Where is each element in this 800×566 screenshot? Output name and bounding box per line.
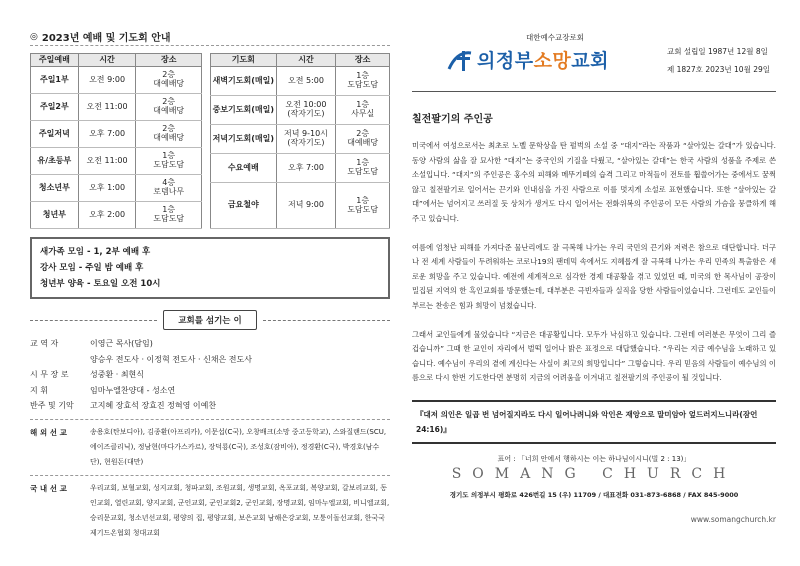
- founded-date: 교회 설립일 1987년 12월 8일: [666, 47, 768, 56]
- row-name: 청소년부: [31, 175, 79, 202]
- row-place: 1층 도담도담: [336, 67, 390, 96]
- cross-logo-icon: [447, 47, 473, 73]
- right-panel: [412, 30, 776, 550]
- prayer-table: [210, 53, 390, 229]
- row-time: 저녁 9:00: [276, 183, 336, 229]
- col-header: 기도회: [211, 54, 277, 67]
- row-time: 오전 11:00: [78, 94, 136, 121]
- row-name: 주일2부: [31, 94, 79, 121]
- staff-row: 시 무 장 로 성중환 · 최현식: [30, 370, 144, 379]
- column-paragraph: 미국에서 여성으로서는 최초로 노벨 문학상을 탄 펄벅의 소설 중 “대지”라는 작품과 “살아있는 갈대”가 있습니다. 동양 사람의 삶을 잘 묘사한 “대지”는 중국인의 기질을 다뤘고, “살아있는 갈대”는 한국 사람의 성품을 주제로 쓴 소설입니다. “대지”의 주인공은 홍수의 피해와 메뚜기떼의 습격 그리고 마적들이 전토를 휩쓸어가는 중에서도 꿈쩍 않고 칠전팔기로 일어서는 끈기와 인내심을 가진 사람으로 이를 멋지게 소설로 표현했습니다. 또한 “살아있는 갈대”에서는 넘어지고 쓰러질 듯 상처가 생겨도 다시 일어서는 전화위복의 주인공이 모든 사람의 가슴을 뭉클하게 해주고 있습니다.: [412, 141, 776, 223]
- worship-table: [30, 53, 202, 229]
- row-place: 1층 도담도담: [136, 148, 202, 175]
- mission-row: 해 외 선 교 송용호(탄보디아), 김종환(아프리카), 이문섭(C국), 오창배크(소망 중고등학교), 스와질랜드(SCU, 에이즈클리닉), 정남현(마다가스카르), 장덕룡(C국), 조성호(잠비아), 정경환(C국), 박경호(남수단), 현원돈(대만): [30, 427, 387, 466]
- logo-accent: 소망: [533, 50, 572, 72]
- row-time: 오전 11:00: [78, 148, 136, 175]
- column-paragraph: 여름에 엄청난 피해를 가져다준 물난리에도 잘 극복해 나가는 우리 국민의 끈기와 저력은 참으로 대단합니다. 더구나 전 세계 사람들이 두려워하는 코로나19의 팬데믹 속에서도 지혜롭게 잘 극복해 나가는 우리 민족의 특출함은 새로운 희망을 주고 있습니다. 예전에 세계적으로 심각한 경제 대공황을 겪고 있었던 때, 미국의 한 목사님이 공장이 밀집된 지역의 한 흑인교회를 방문했는데, 대부분은 극빈자들과 실직을 당한 사람들이었습니다. 그런데도 교인들이 부르는 찬송은 힘과 희망이 넘쳤습니다.: [412, 242, 776, 310]
- schedule-row: [31, 121, 202, 148]
- bulletin-header: [412, 30, 776, 92]
- row-place: 2층 대예배당: [136, 67, 202, 94]
- scripture-quote: 『대저 의인은 일곱 번 넘어질지라도 다시 일어나려니와 악인은 재앙으로 말미암아 엎드러지느니라(잠언24:16)』: [412, 400, 776, 444]
- staff-title: 교회를 섬기는 이: [163, 310, 256, 330]
- schedule-row: [211, 183, 390, 229]
- row-name: 새벽기도회(매일): [211, 67, 277, 96]
- col-header: 시간: [78, 54, 136, 67]
- note-item: 새가족 모임 - 1, 2부 예배 후: [40, 247, 151, 257]
- denomination: 대한예수교장로회: [526, 33, 584, 42]
- row-time: 오후 2:00: [78, 202, 136, 229]
- schedule-row: [211, 67, 390, 96]
- schedule-row: [211, 125, 390, 154]
- row-place: 1층 도담도담: [336, 183, 390, 229]
- schedule-row: [31, 67, 202, 94]
- mission-row: 국 내 선 교 우리교회, 보혈교회, 성지교회, 청파교회, 조원교회, 생명교회, 옥포교회, 복양교회, 갈보리교회, 동인교회, 열린교회, 양지교회, 군인교회, 군인교회2, 군인교회, 장명교회, 임마누엘교회, 비니엘교회, 승리문교회, 청소년선교회, 평양의 집, 평양교회, 보은교회 남해은강교회, 모퉁이돌선교회, 한국국제기드온협회 청대교회: [30, 483, 390, 537]
- schedule-row: [31, 148, 202, 175]
- col-header: 주일예배: [31, 54, 79, 67]
- website-url: www.somangchurch.kr: [690, 514, 776, 524]
- schedule-row: [31, 94, 202, 121]
- logo-text: 의정부: [477, 50, 534, 72]
- staff-row: 반주 및 기악 고지혜 장효석 장효진 정혀영 이예찬: [30, 401, 217, 410]
- motto: 표어 : 「너희 안에서 행하시는 이는 하나님이시니(빌 2 : 13)」: [497, 454, 691, 463]
- schedule-row: [211, 96, 390, 125]
- row-name: 유/초등부: [31, 148, 79, 175]
- address: 경기도 의정부시 평화로 426번길 15 (우) 11709 / 대표전화 031-873-6868 / FAX 845-9000: [449, 490, 739, 499]
- staff-row: 지 휘 임마누엘찬양대 - 성소연: [30, 385, 176, 395]
- staff-header: [30, 310, 390, 330]
- header-info: [667, 43, 770, 79]
- row-name: 중보기도회(매일): [211, 96, 277, 125]
- col-header: 장소: [136, 54, 202, 67]
- row-name: 주일1부: [31, 67, 79, 94]
- row-place: 1층 도담도담: [136, 202, 202, 229]
- bullet-icon: ◎: [30, 31, 38, 42]
- staff-section: [30, 310, 390, 541]
- staff-row: 양승우 전도사 · 이정혁 전도사 · 신채은 전도사: [90, 354, 252, 364]
- row-time: 저녁 9-10시 (작자기도): [276, 125, 336, 154]
- row-place: 2층 대예배당: [136, 94, 202, 121]
- row-place: 2층 대예배당: [336, 125, 390, 154]
- schedule-row: [31, 202, 202, 229]
- schedule-title: ◎ 2023년 예배 및 기도회 안내: [30, 30, 390, 46]
- row-time: 오후 7:00: [78, 121, 136, 148]
- notes-box: [30, 237, 390, 299]
- row-name: 청년부: [31, 202, 79, 229]
- staff-list: [30, 336, 390, 414]
- staff-row: 교 역 자 이영근 목사(담임): [30, 339, 153, 348]
- row-time: 오전 10:00 (작자기도): [276, 96, 336, 125]
- logo-text-end: 교회: [571, 50, 609, 72]
- note-item: 강사 모임 - 주일 밤 예배 후: [40, 263, 144, 273]
- row-place: 1층 도담도담: [336, 154, 390, 183]
- church-logo: [447, 46, 609, 73]
- row-place: 4층 로뎀나무: [136, 175, 202, 202]
- row-time: 오전 5:00: [276, 67, 336, 96]
- col-header: 시간: [276, 54, 336, 67]
- column-paragraph: 그래서 교인들에게 물었습니다 “지금은 대공황입니다. 모두가 낙심하고 있습니다. 그런데 여러분은 무엇이 그리 즐겁습니까” 그때 한 교인이 자리에서 벌떡 일어나 밝은 표정으로 대답했습니다. “우리는 지금 예수님을 노래하고 있습니다. 예수님이 우리의 곁에 계신다는 사실이 최고의 희망입니다” 그렇습니다. 우리 믿음의 사람들이 예수님의 이름으로 다시 한번 기도한다면 분명히 지금의 어려움을 이겨내고 칠전팔기의 주인공이 될 것입니다.: [412, 329, 776, 383]
- row-name: 주일저녁: [31, 121, 79, 148]
- column-title: 칠전팔기의 주인공: [412, 114, 493, 125]
- col-header: 장소: [336, 54, 390, 67]
- row-name: 금요철야: [211, 183, 277, 229]
- schedule-row: [211, 154, 390, 183]
- row-time: 오후 1:00: [78, 175, 136, 202]
- note-item: 청년부 양육 - 토요일 오전 10시: [40, 279, 161, 289]
- missions-list: [30, 425, 390, 541]
- row-time: 오후 7:00: [276, 154, 336, 183]
- left-panel: [30, 30, 390, 550]
- issue-number: 제 1827호 2023년 10월 29일: [666, 65, 770, 74]
- somang-church-wordmark: SOMANG CHURCH: [451, 465, 737, 482]
- row-name: 수요예배: [211, 154, 277, 183]
- row-time: 오전 9:00: [78, 67, 136, 94]
- row-place: 1층 사무실: [336, 96, 390, 125]
- schedule-row: [31, 175, 202, 202]
- row-place: 2층 대예배당: [136, 121, 202, 148]
- row-name: 저녁기도회(매일): [211, 125, 277, 154]
